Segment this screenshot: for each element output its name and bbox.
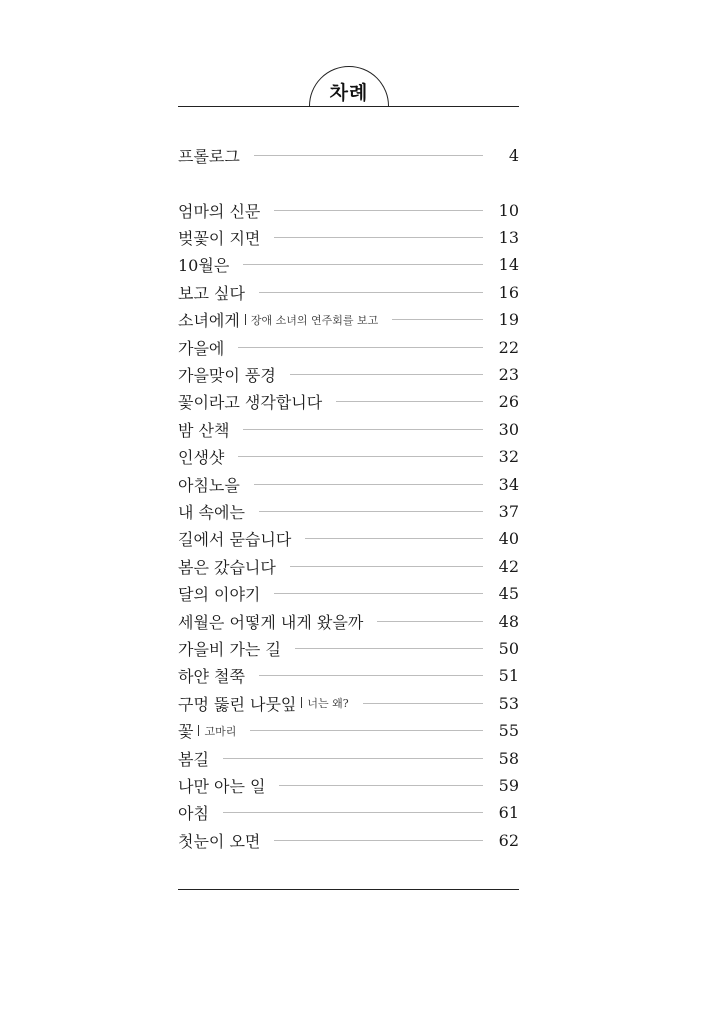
toc-entry-title: 나만 아는 일 bbox=[178, 776, 266, 796]
toc-entry-page-number: 53 bbox=[498, 693, 519, 713]
toc-entry-title: 가을에 bbox=[178, 338, 225, 358]
toc-entry-page-number: 10 bbox=[498, 200, 519, 220]
toc-entry[interactable] bbox=[178, 636, 519, 660]
toc-entry-title: 꽃이라고 생각합니다 bbox=[178, 393, 323, 413]
toc-entry-page-number: 48 bbox=[498, 611, 519, 631]
toc-entry[interactable] bbox=[178, 773, 519, 797]
toc-entry-page-number: 22 bbox=[498, 337, 519, 357]
dot-leader bbox=[259, 675, 483, 676]
page-title: 차례 bbox=[329, 82, 369, 104]
toc-entry[interactable] bbox=[178, 527, 519, 551]
toc-entry-subtitle bbox=[301, 695, 348, 711]
toc-entry[interactable] bbox=[178, 198, 519, 222]
toc-entry-title: 세월은 어떻게 내게 왔을까 bbox=[178, 612, 364, 632]
dot-leader bbox=[254, 484, 483, 485]
toc-entry-title: 봄길 bbox=[178, 749, 209, 769]
toc-entry-page-number: 34 bbox=[498, 474, 519, 494]
toc-entry-page-number: 26 bbox=[498, 392, 519, 412]
toc-entry-subtitle-text: 장애 소녀의 연주회를 보고 bbox=[250, 313, 379, 327]
toc-entry[interactable] bbox=[178, 499, 519, 523]
toc-entry-title: 보고 싶다 bbox=[178, 283, 245, 303]
dot-leader bbox=[254, 155, 483, 156]
toc-entry-page-number: 4 bbox=[508, 145, 519, 165]
dot-leader bbox=[238, 347, 483, 348]
header-divider bbox=[178, 106, 519, 107]
subtitle-separator bbox=[198, 725, 199, 736]
toc-entry-page-number: 45 bbox=[498, 584, 519, 604]
dot-leader bbox=[363, 703, 483, 704]
dot-leader bbox=[259, 292, 483, 293]
toc-entry-title: 봄은 갔습니다 bbox=[178, 557, 276, 577]
toc-entry-title: 프롤로그 bbox=[178, 146, 240, 166]
toc-entry-title: 소녀에게 bbox=[178, 311, 240, 331]
subtitle-separator bbox=[245, 314, 246, 325]
toc-entry[interactable] bbox=[178, 746, 519, 770]
toc-entry[interactable] bbox=[178, 801, 519, 825]
toc-entry[interactable] bbox=[178, 472, 519, 496]
toc-entry-page-number: 13 bbox=[498, 227, 519, 247]
toc-entry-page-number: 55 bbox=[498, 721, 519, 741]
dot-leader bbox=[243, 429, 483, 430]
toc-entry-page-number: 42 bbox=[498, 556, 519, 576]
dot-leader bbox=[274, 840, 483, 841]
toc-entry-title: 아침노을 bbox=[178, 475, 240, 495]
toc-entry-title: 가을비 가는 길 bbox=[178, 639, 281, 659]
toc-entry[interactable] bbox=[178, 554, 519, 578]
toc-entry-title: 하얀 철쭉 bbox=[178, 667, 245, 687]
toc-entry[interactable] bbox=[178, 445, 519, 469]
toc-entry-page-number: 58 bbox=[498, 748, 519, 768]
toc-entry-subtitle bbox=[245, 312, 378, 328]
dot-leader bbox=[274, 237, 483, 238]
dot-leader bbox=[336, 401, 483, 402]
dot-leader bbox=[274, 593, 483, 594]
toc-entry-title: 길에서 묻습니다 bbox=[178, 530, 292, 550]
toc-entry-title: 가을맞이 풍경 bbox=[178, 365, 276, 385]
dot-leader bbox=[295, 648, 483, 649]
dot-leader bbox=[290, 566, 483, 567]
toc-entry-title: 엄마의 신문 bbox=[178, 201, 261, 221]
toc-entry[interactable] bbox=[178, 828, 519, 852]
dot-leader bbox=[377, 621, 483, 622]
toc-entry-page-number: 62 bbox=[498, 830, 519, 850]
toc-entry-page-number: 37 bbox=[498, 501, 519, 521]
toc-entry[interactable] bbox=[178, 362, 519, 386]
toc-entry[interactable] bbox=[178, 335, 519, 359]
toc-entry-title: 첫눈이 오면 bbox=[178, 831, 261, 851]
dot-leader bbox=[250, 730, 483, 731]
subtitle-separator bbox=[301, 697, 302, 708]
toc-entry[interactable] bbox=[178, 280, 519, 304]
toc-entry[interactable] bbox=[178, 719, 519, 743]
footer-divider bbox=[178, 889, 519, 890]
dot-leader bbox=[274, 210, 483, 211]
toc-entry-title: 내 속에는 bbox=[178, 502, 245, 522]
toc-entry-title: 아침 bbox=[178, 804, 209, 824]
toc-entry-title: 꽃 bbox=[178, 722, 194, 742]
toc-entry-page-number: 16 bbox=[498, 282, 519, 302]
toc-entry[interactable] bbox=[178, 609, 519, 633]
toc-entry[interactable] bbox=[178, 417, 519, 441]
dot-leader bbox=[290, 374, 483, 375]
toc-entry-page-number: 59 bbox=[498, 775, 519, 795]
toc-entry-subtitle bbox=[198, 723, 236, 739]
toc-entry-page-number: 19 bbox=[498, 310, 519, 330]
toc-entry-page-number: 40 bbox=[498, 529, 519, 549]
toc-entry-title: 벚꽃이 지면 bbox=[178, 228, 261, 248]
toc-entry[interactable] bbox=[178, 253, 519, 277]
toc-entry-page-number: 51 bbox=[498, 666, 519, 686]
toc-entry-page-number: 61 bbox=[498, 803, 519, 823]
toc-entry-subtitle-text: 너는 왜? bbox=[307, 697, 349, 711]
toc-entry[interactable] bbox=[178, 664, 519, 688]
toc-entry-subtitle-text: 고마리 bbox=[204, 724, 237, 738]
toc-entry-page-number: 32 bbox=[498, 447, 519, 467]
dot-leader bbox=[259, 511, 483, 512]
toc-entry[interactable] bbox=[178, 225, 519, 249]
dot-leader bbox=[305, 538, 483, 539]
toc-entry-page-number: 14 bbox=[498, 255, 519, 275]
toc-entry-prologue[interactable] bbox=[178, 143, 519, 167]
dot-leader bbox=[392, 319, 483, 320]
dot-leader bbox=[279, 785, 483, 786]
dot-leader bbox=[243, 264, 483, 265]
toc-entry-title: 인생샷 bbox=[178, 448, 225, 468]
toc-entry[interactable] bbox=[178, 308, 519, 332]
toc-entry[interactable] bbox=[178, 582, 519, 606]
toc-entry-title: 구멍 뚫린 나뭇잎 bbox=[178, 694, 297, 714]
toc-entry-title: 밤 산책 bbox=[178, 420, 230, 440]
dot-leader bbox=[238, 456, 483, 457]
toc-entry-page-number: 30 bbox=[498, 419, 519, 439]
toc-entry-title: 10월은 bbox=[178, 256, 230, 276]
toc-entry[interactable] bbox=[178, 390, 519, 414]
toc-entry-page-number: 23 bbox=[498, 364, 519, 384]
dot-leader bbox=[223, 812, 483, 813]
toc-entry[interactable] bbox=[178, 691, 519, 715]
toc-entry-page-number: 50 bbox=[498, 638, 519, 658]
dot-leader bbox=[223, 758, 483, 759]
toc-entry-title: 달의 이야기 bbox=[178, 585, 261, 605]
